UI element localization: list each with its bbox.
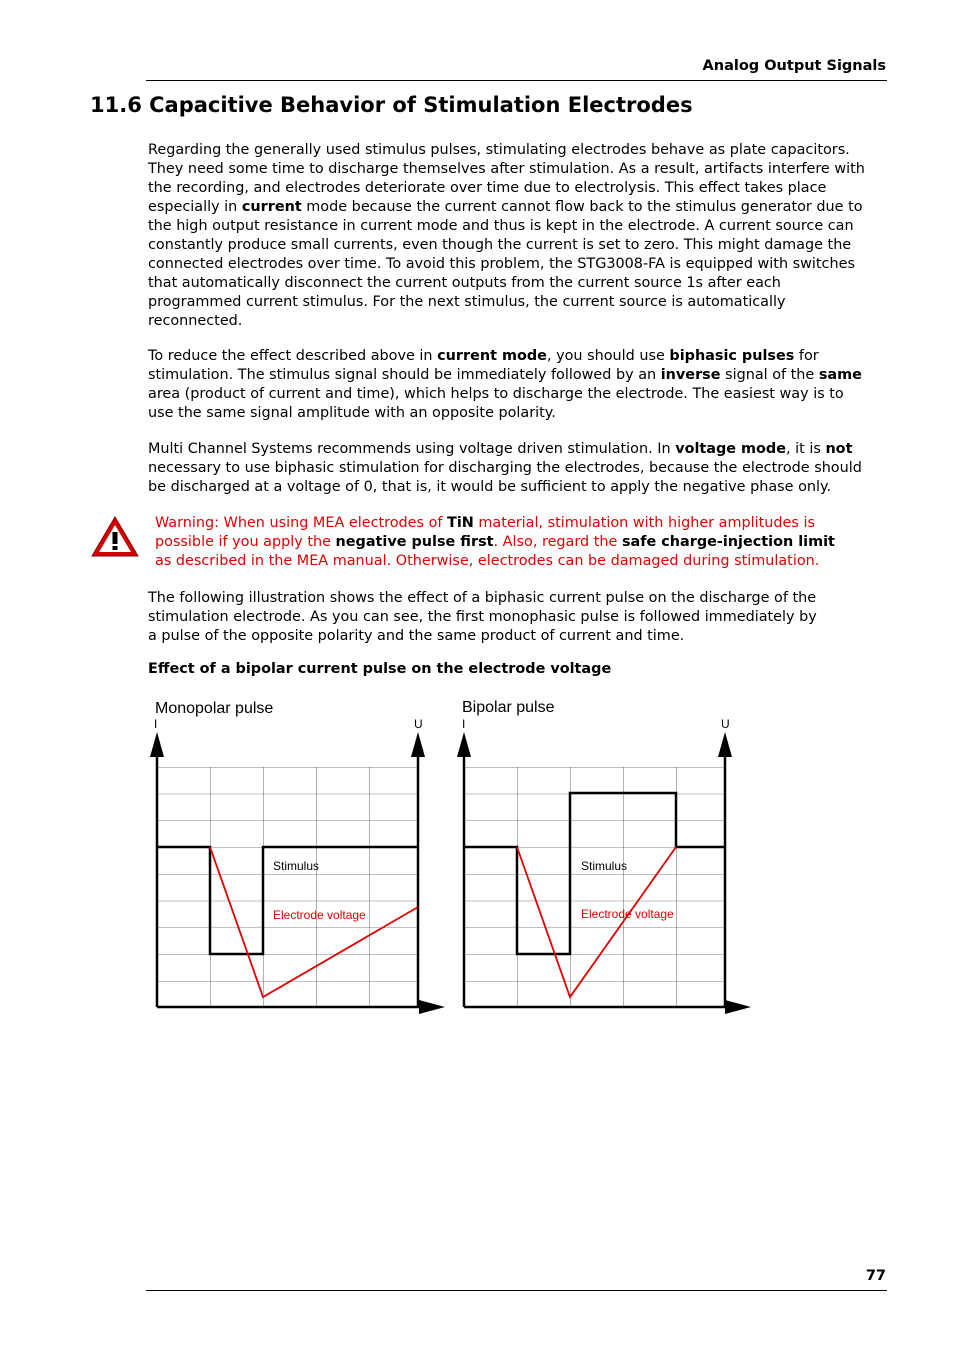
text-line: The following illustration shows the effect of a biphasic current pulse on the discharge of the [148,590,817,606]
footer-rule [146,1290,887,1291]
arrow-right-icon [419,1000,445,1014]
text-line: especially in current mode because the current cannot flow back to the stimulus generator due to [148,199,863,215]
text-line: stimulation. The stimulus signal should be immediately followed by an inverse signal of the same [148,367,862,383]
voltage-axis-label: U [721,717,730,731]
running-header: Analog Output Signals [702,58,886,74]
text-line: connected electrodes over time. To avoid this problem, the STG3008-FA is equipped with switches [148,256,855,272]
text-line: that automatically disconnect the current outputs from the current source 1s after each [148,275,781,291]
text-line: programmed current stimulus. For the next stimulus, the current source is automatically [148,294,786,310]
arrow-up-icon [411,732,425,757]
bipolar-panel [457,699,751,1014]
electrode-voltage-label: Electrode voltage [273,908,366,922]
text-line: They need some time to discharge themselves after stimulation. As a result, artifacts interfere with [148,161,865,177]
text-line: Regarding the generally used stimulus pulses, stimulating electrodes behave as plate capacitors. [148,142,850,158]
text-line: constantly produce small currents, even though the current is set to zero. This might damage the [148,237,852,253]
arrow-right-icon [725,1000,751,1014]
text-line: area (product of current and time), which helps to discharge the electrode. The easiest way is to [148,386,844,402]
monopolar-panel [150,700,445,1014]
stimulus-label: Stimulus [273,859,320,873]
text-line: stimulation electrode. As you can see, the first monophasic pulse is followed immediately by [148,609,817,625]
electrode-voltage-label: Electrode voltage [581,907,674,921]
bipolar-grid [464,767,725,1007]
section-title: 11.6 Capacitive Behavior of Stimulation Electrodes [90,93,693,117]
monopolar-grid [157,767,418,1007]
arrow-up-icon [457,732,471,757]
text-line: use the same signal amplitude with an opposite polarity. [148,405,556,421]
text-line: as described in the MEA manual. Otherwise, electrodes can be damaged during stimulation. [155,553,820,569]
text-line: necessary to use biphasic stimulation for discharging the electrodes, because the electrode should [148,460,862,476]
bipolar-title: Bipolar pulse [462,699,555,716]
monopolar-title: Monopolar pulse [155,700,274,717]
text-line: reconnected. [148,313,243,329]
arrow-up-icon [150,732,164,757]
text-line: To reduce the effect described above in current mode, you should use biphasic pulses for [148,348,819,364]
arrow-up-icon [718,732,732,757]
text-line: Multi Channel Systems recommends using voltage driven stimulation. In voltage mode, it is not [148,441,853,457]
stimulus-label: Stimulus [581,859,628,873]
figure-caption: Effect of a bipolar current pulse on the electrode voltage [148,661,612,677]
text-line: possible if you apply the negative pulse first. Also, regard the safe charge-injection limit [155,534,835,550]
text-line: the recording, and electrodes deteriorate over time due to electrolysis. This effect takes place [148,180,827,196]
current-axis-label: I [154,717,158,731]
text-line: be discharged at a voltage of 0, that is, it would be sufficient to apply the negative phase only. [148,479,832,495]
text-line: Warning: When using MEA electrodes of TiN material, stimulation with higher amplitudes is [155,515,815,531]
text-line: the high output resistance in current mode and thus is kept in the electrode. A current source can [148,218,854,234]
text-line: a pulse of the opposite polarity and the same product of current and time. [148,628,685,644]
current-axis-label: I [462,717,466,731]
voltage-axis-label: U [414,717,423,731]
page-number: 77 [865,1268,886,1284]
